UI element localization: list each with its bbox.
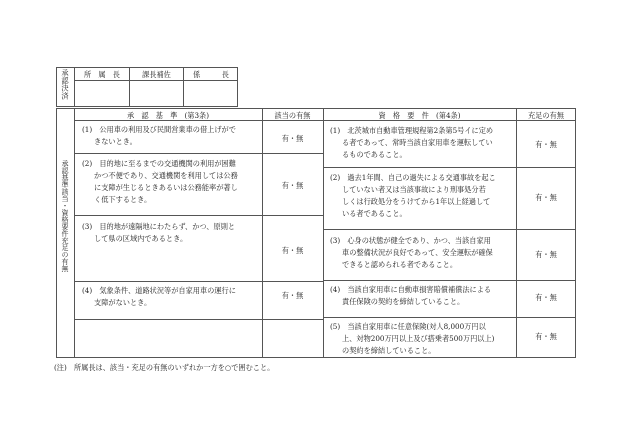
requirements-header: 資 格 要 件 (第4条) [378, 111, 461, 120]
approval-side-label: 承認決済 [61, 69, 70, 100]
criteria-row-line [74, 281, 323, 282]
approval-header-line [74, 80, 238, 81]
applicable-mark-3: 有・無 [281, 246, 304, 255]
sufficient-mark-1: 有・無 [535, 140, 557, 149]
criteria-row-line [74, 153, 323, 154]
applicable-mark-1: 有・無 [281, 134, 304, 143]
sufficient-mark-2: 有・無 [535, 193, 557, 202]
sufficient-mark-5: 有・無 [535, 332, 557, 341]
applicable-mark-4: 有・無 [281, 291, 304, 300]
approval-col-head-3: 係 長 [193, 70, 229, 79]
criteria-row-line [74, 215, 323, 216]
sufficient-mark-3: 有・無 [535, 250, 557, 259]
table-divider [74, 108, 75, 358]
requirement-row-line [323, 229, 576, 230]
requirement-row-line [323, 317, 576, 318]
criteria-row-line [74, 319, 323, 320]
sufficient-header: 充足の有無 [528, 111, 564, 120]
applicable-header: 該当の有無 [274, 111, 311, 120]
requirement-row-line [323, 167, 576, 168]
main-side-label: 承認基準該当・資格要件充足の有無 [61, 160, 69, 272]
table-divider [262, 108, 263, 358]
table-divider [323, 108, 324, 358]
applicable-mark-2: 有・無 [281, 181, 304, 190]
sufficient-mark-4: 有・無 [535, 293, 557, 302]
footnote: (注) 所属長は、該当・充足の有無のいずれか一方を○で囲むこと。 [54, 363, 275, 372]
criteria-header: 承 認 基 準 (第3条) [126, 111, 210, 120]
requirement-row-line [323, 280, 576, 281]
approval-col-head-2: 課長補佐 [142, 70, 171, 79]
approval-col-head-1: 所 属 長 [84, 70, 120, 79]
